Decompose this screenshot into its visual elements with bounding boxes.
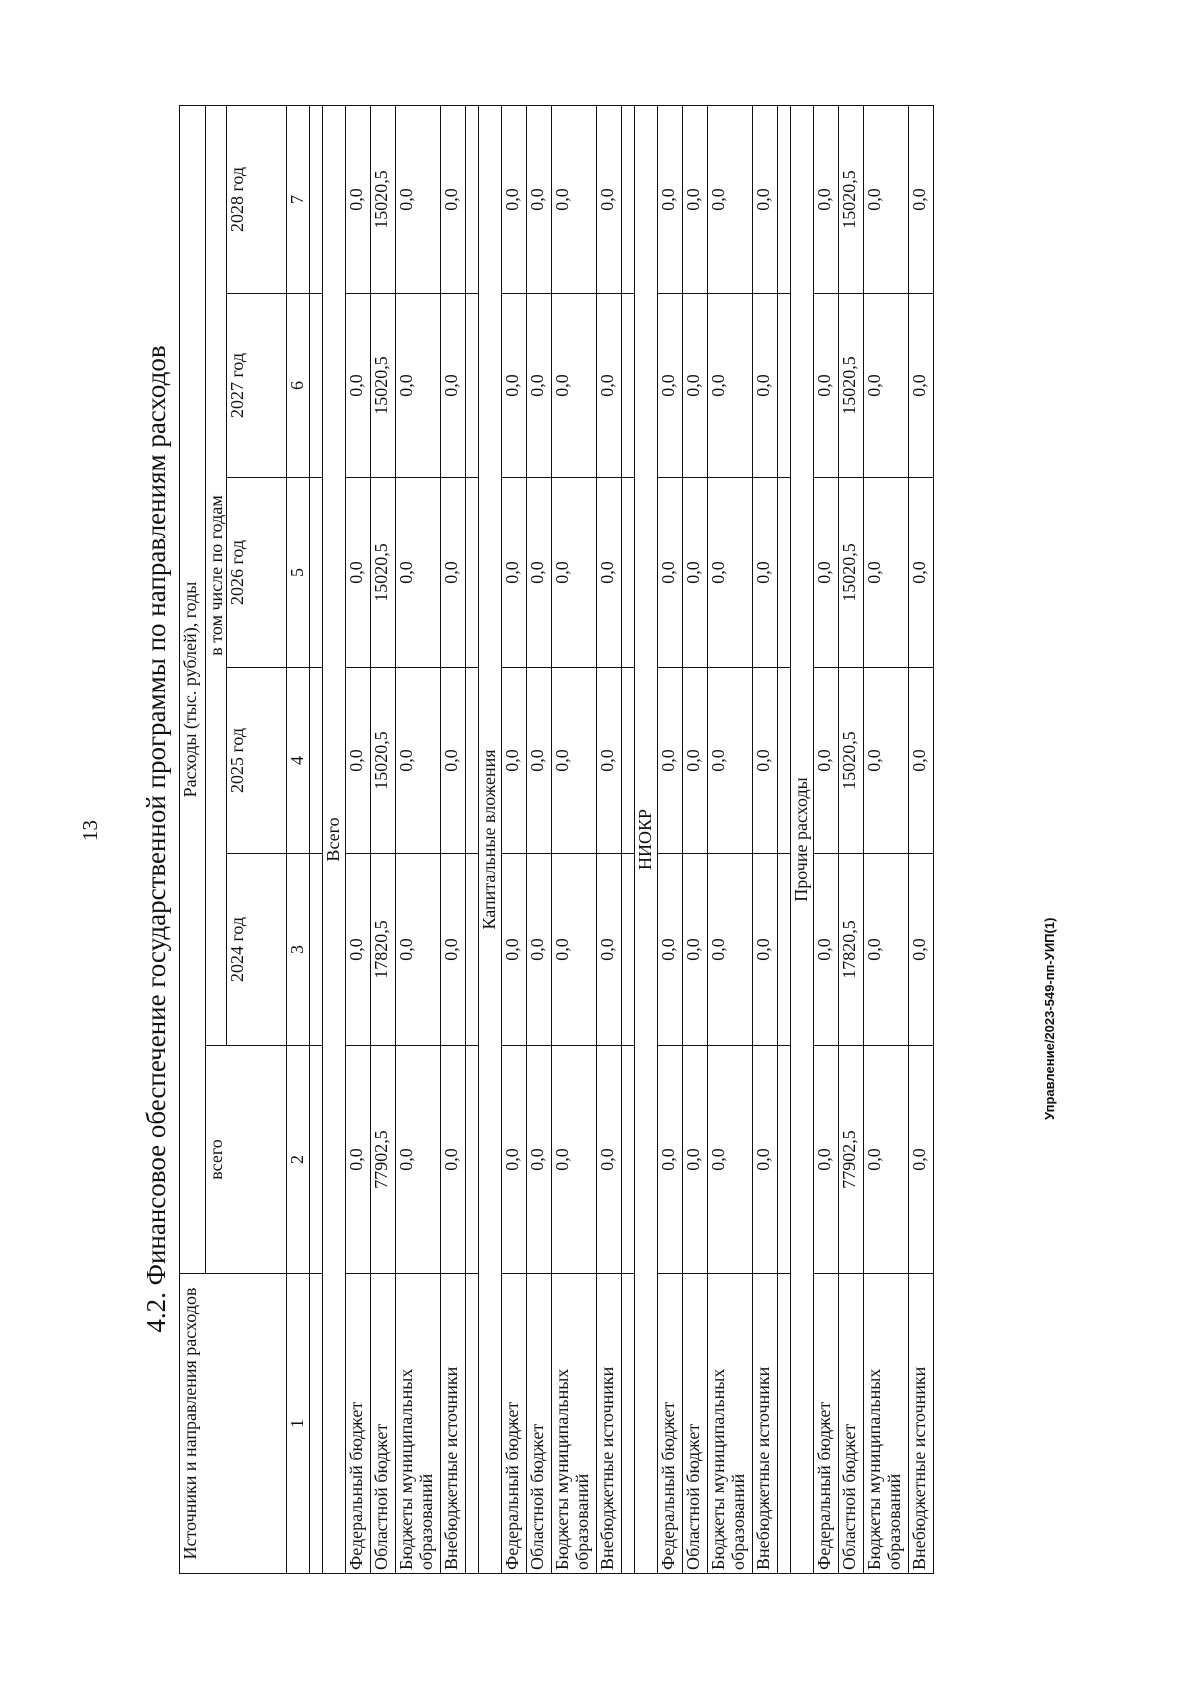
source-label: Внебюджетные источники: [909, 1274, 934, 1574]
value-year: 0,0: [864, 668, 909, 854]
value-year: 0,0: [346, 294, 371, 478]
section-heading: Капитальные вложения: [479, 105, 502, 1573]
section-heading: Прочие расходы: [791, 105, 814, 1573]
table-row: [864, 105, 909, 1573]
source-label: Федеральный бюджет: [814, 1274, 839, 1574]
spacer-cell: [466, 854, 479, 1046]
section-title: 4.2. Финансовое обеспечение государственной программы по направлениям расходов: [141, 345, 171, 1333]
value-year: 0,0: [753, 854, 778, 1046]
source-label: Федеральный бюджет: [346, 1274, 371, 1574]
value-year: 0,0: [597, 105, 622, 293]
column-number: 4: [287, 668, 310, 854]
value-year: 0,0: [552, 294, 597, 478]
source-label: Федеральный бюджет: [658, 1274, 683, 1574]
column-number: 2: [287, 1046, 310, 1274]
source-label: Областной бюджет: [683, 1274, 708, 1574]
spacer-cell: [778, 854, 791, 1046]
spacer-cell: [778, 294, 791, 478]
value-year: 0,0: [909, 854, 934, 1046]
value-year: 0,0: [864, 294, 909, 478]
financing-table: [179, 105, 934, 1574]
value-year: 0,0: [396, 294, 441, 478]
table-row: [502, 105, 527, 1573]
value-year: 0,0: [396, 854, 441, 1046]
value-year: 0,0: [814, 854, 839, 1046]
spacer-cell: [778, 1046, 791, 1274]
source-label: Федеральный бюджет: [502, 1274, 527, 1574]
source-label: Внебюджетные источники: [753, 1274, 778, 1574]
document-id: Управление/2023-549-пп-УИП(1): [1042, 917, 1057, 1120]
value-year: 17820,5: [839, 854, 864, 1046]
value-total: 0,0: [597, 1046, 622, 1274]
value-year: 0,0: [502, 854, 527, 1046]
value-year: 0,0: [346, 854, 371, 1046]
value-year: 0,0: [658, 478, 683, 668]
value-year: 0,0: [683, 668, 708, 854]
value-total: 0,0: [708, 1046, 753, 1274]
value-year: 0,0: [814, 478, 839, 668]
value-year: 17820,5: [371, 854, 396, 1046]
value-year: 0,0: [346, 478, 371, 668]
table-row: [658, 105, 683, 1573]
value-year: 0,0: [502, 478, 527, 668]
value-year: 0,0: [864, 854, 909, 1046]
spacer-cell: [778, 478, 791, 668]
value-total: 77902,5: [839, 1046, 864, 1274]
spacer-cell: [622, 294, 635, 478]
value-total: 0,0: [658, 1046, 683, 1274]
spacer-cell: [310, 478, 323, 668]
spacer-cell: [310, 668, 323, 854]
header-total: всего: [206, 1046, 287, 1274]
column-number: 7: [287, 105, 310, 293]
value-year: 0,0: [552, 854, 597, 1046]
value-year: 0,0: [346, 105, 371, 293]
table-row: [396, 105, 441, 1573]
table-row: [814, 105, 839, 1573]
column-number: 3: [287, 854, 310, 1046]
table-row: [346, 105, 371, 1573]
spacer-cell: [466, 105, 479, 293]
value-year: 0,0: [502, 668, 527, 854]
value-total: 0,0: [552, 1046, 597, 1274]
table-row: [371, 105, 396, 1573]
table-row: [552, 105, 597, 1573]
value-year: 0,0: [909, 105, 934, 293]
value-year: 0,0: [683, 294, 708, 478]
header-expenses: Расходы (тыс. рублей), годы: [180, 105, 206, 1273]
spacer-cell: [310, 105, 323, 293]
value-year: 0,0: [814, 294, 839, 478]
value-total: 0,0: [441, 1046, 466, 1274]
value-year: 0,0: [527, 478, 552, 668]
value-total: 0,0: [527, 1046, 552, 1274]
value-total: 0,0: [753, 1046, 778, 1274]
value-year: 15020,5: [839, 668, 864, 854]
spacer-cell: [778, 105, 791, 293]
table-row: [441, 105, 466, 1573]
value-total: 0,0: [864, 1046, 909, 1274]
table-row: [597, 105, 622, 1573]
value-year: 0,0: [753, 478, 778, 668]
spacer-cell: [622, 668, 635, 854]
value-year: 0,0: [346, 668, 371, 854]
value-year: 0,0: [441, 478, 466, 668]
spacer-cell: [622, 478, 635, 668]
table-row: [708, 105, 753, 1573]
spacer-cell: [622, 854, 635, 1046]
value-year: 0,0: [396, 105, 441, 293]
value-total: 0,0: [502, 1046, 527, 1274]
spacer-cell: [778, 668, 791, 854]
value-year: 0,0: [683, 478, 708, 668]
value-year: 0,0: [552, 105, 597, 293]
source-label: Областной бюджет: [371, 1274, 396, 1574]
spacer-cell: [622, 1274, 635, 1574]
source-label: Внебюджетные источники: [597, 1274, 622, 1574]
table-row: [909, 105, 934, 1573]
header-year-2025: 2025 год: [227, 668, 287, 854]
table-row: [839, 105, 864, 1573]
spacer-cell: [466, 668, 479, 854]
value-total: 0,0: [814, 1046, 839, 1274]
spacer-cell: [310, 854, 323, 1046]
value-year: 0,0: [658, 854, 683, 1046]
value-total: 0,0: [396, 1046, 441, 1274]
value-year: 15020,5: [371, 105, 396, 293]
value-year: 15020,5: [371, 294, 396, 478]
value-year: 0,0: [814, 668, 839, 854]
value-year: 0,0: [708, 668, 753, 854]
header-year-2024: 2024 год: [227, 854, 287, 1046]
header-sources: Источники и направления расходов: [180, 1274, 287, 1574]
value-year: 15020,5: [839, 478, 864, 668]
value-total: 0,0: [683, 1046, 708, 1274]
value-year: 0,0: [527, 294, 552, 478]
value-year: 0,0: [597, 668, 622, 854]
value-year: 0,0: [814, 105, 839, 293]
value-year: 0,0: [909, 668, 934, 854]
spacer-cell: [466, 1046, 479, 1274]
header-by-years: в том числе по годам: [206, 105, 227, 1045]
value-year: 0,0: [396, 478, 441, 668]
value-year: 0,0: [864, 105, 909, 293]
column-number: 1: [287, 1274, 310, 1574]
value-year: 0,0: [708, 294, 753, 478]
value-year: 0,0: [753, 294, 778, 478]
source-label: Бюджеты муниципальных образований: [708, 1274, 753, 1574]
value-year: 15020,5: [839, 105, 864, 293]
value-year: 0,0: [683, 105, 708, 293]
value-year: 15020,5: [371, 668, 396, 854]
value-total: 0,0: [346, 1046, 371, 1274]
source-label: Бюджеты муниципальных образований: [396, 1274, 441, 1574]
value-year: 0,0: [753, 105, 778, 293]
value-year: 0,0: [527, 854, 552, 1046]
source-label: Бюджеты муниципальных образований: [552, 1274, 597, 1574]
spacer-cell: [310, 294, 323, 478]
spacer-cell: [778, 1274, 791, 1574]
section-heading: НИОКР: [635, 105, 658, 1573]
value-year: 0,0: [909, 294, 934, 478]
value-year: 15020,5: [371, 478, 396, 668]
table-row: [683, 105, 708, 1573]
value-year: 0,0: [753, 668, 778, 854]
value-year: 0,0: [441, 294, 466, 478]
table-row: [527, 105, 552, 1573]
table-row: [753, 105, 778, 1573]
spacer-cell: [622, 105, 635, 293]
value-year: 0,0: [708, 105, 753, 293]
value-year: 0,0: [658, 668, 683, 854]
value-total: 77902,5: [371, 1046, 396, 1274]
value-year: 0,0: [441, 854, 466, 1046]
spacer-cell: [466, 478, 479, 668]
source-label: Областной бюджет: [839, 1274, 864, 1574]
value-year: 0,0: [597, 294, 622, 478]
value-year: 0,0: [527, 668, 552, 854]
value-year: 0,0: [527, 105, 552, 293]
source-label: Областной бюджет: [527, 1274, 552, 1574]
column-number: 5: [287, 478, 310, 668]
value-total: 0,0: [909, 1046, 934, 1274]
value-year: 0,0: [502, 105, 527, 293]
value-year: 15020,5: [839, 294, 864, 478]
value-year: 0,0: [552, 478, 597, 668]
value-year: 0,0: [708, 478, 753, 668]
value-year: 0,0: [909, 478, 934, 668]
value-year: 0,0: [683, 854, 708, 1046]
source-label: Бюджеты муниципальных образований: [864, 1274, 909, 1574]
header-year-2028: 2028 год: [227, 105, 287, 293]
value-year: 0,0: [597, 478, 622, 668]
header-year-2027: 2027 год: [227, 294, 287, 478]
value-year: 0,0: [441, 105, 466, 293]
value-year: 0,0: [597, 854, 622, 1046]
spacer-cell: [622, 1046, 635, 1274]
rotated-page-content: [139, 106, 1011, 1574]
value-year: 0,0: [502, 294, 527, 478]
column-number: 6: [287, 294, 310, 478]
value-year: 0,0: [552, 668, 597, 854]
page-number: 13: [78, 820, 102, 841]
value-year: 0,0: [864, 478, 909, 668]
spacer-cell: [466, 294, 479, 478]
spacer-cell: [310, 1274, 323, 1574]
header-year-2026: 2026 год: [227, 478, 287, 668]
value-year: 0,0: [708, 854, 753, 1046]
section-heading: Всего: [323, 105, 346, 1573]
source-label: Внебюджетные источники: [441, 1274, 466, 1574]
spacer-cell: [466, 1274, 479, 1574]
value-year: 0,0: [658, 105, 683, 293]
value-year: 0,0: [441, 668, 466, 854]
value-year: 0,0: [396, 668, 441, 854]
spacer-cell: [310, 1046, 323, 1274]
value-year: 0,0: [658, 294, 683, 478]
